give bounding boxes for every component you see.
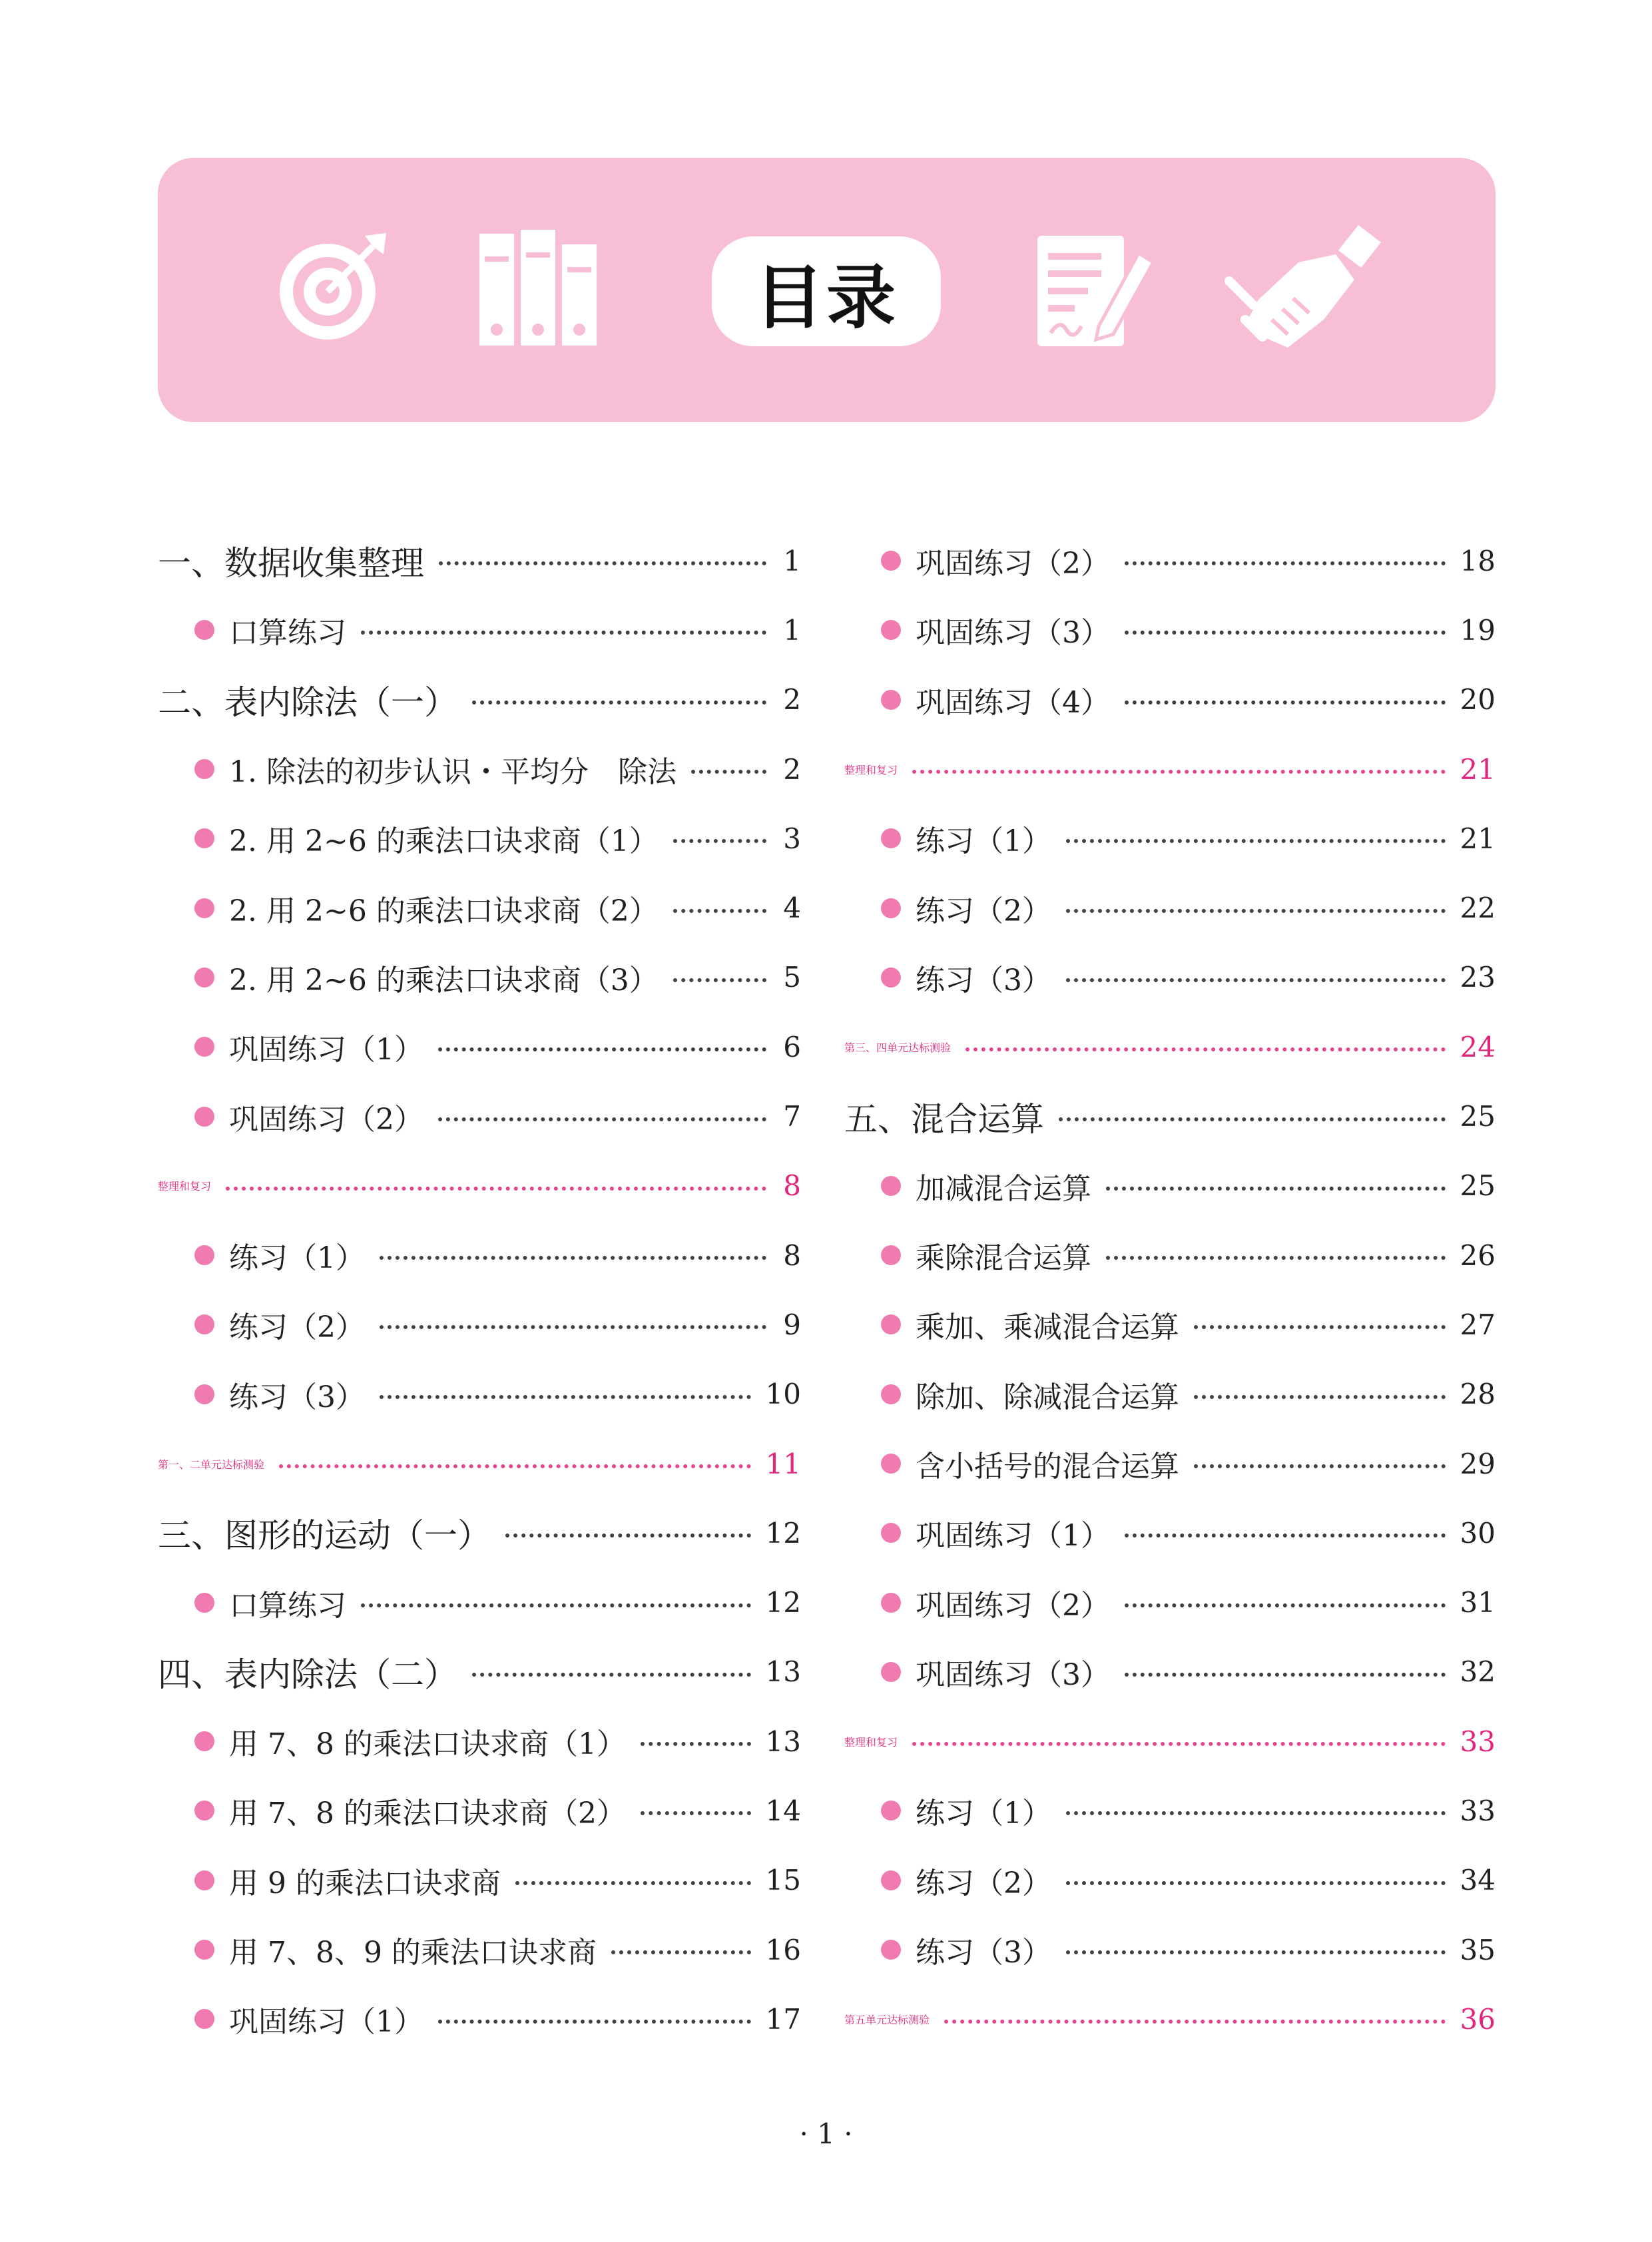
bullet-dot-icon: [194, 1384, 214, 1404]
toc-entry-label: 2. 用 2~6 的乘法口诀求商（1）: [229, 824, 659, 859]
toc-page-number: 10: [765, 1378, 801, 1411]
toc-page-number: 13: [765, 1725, 801, 1758]
toc-entry-label: 口算练习: [229, 1588, 346, 1623]
dot-leader: [439, 561, 766, 565]
dot-leader: [226, 1187, 766, 1191]
toc-page-number: 15: [765, 1864, 801, 1897]
toc-entry[interactable]: [844, 1567, 1496, 1637]
toc-page-number: 7: [783, 1100, 801, 1133]
toc-page-number: 6: [783, 1030, 801, 1063]
toc-entry[interactable]: [158, 1915, 801, 1984]
dot-leader: [380, 1395, 751, 1399]
toc-page-number: 5: [783, 961, 801, 994]
dot-leader: [1066, 1811, 1446, 1815]
bullet-dot-icon: [194, 1870, 214, 1890]
toc-entry[interactable]: [158, 1081, 801, 1151]
toc-entry[interactable]: [844, 1915, 1496, 1984]
toc-entry[interactable]: [844, 1637, 1496, 1707]
toc-section-heading[interactable]: [158, 1498, 801, 1567]
toc-section-heading[interactable]: [158, 1429, 801, 1498]
toc-page-number: 8: [783, 1239, 801, 1272]
dot-leader: [1066, 839, 1446, 843]
bullet-dot-icon: [881, 690, 901, 710]
toc-entry[interactable]: [158, 804, 801, 873]
dot-leader: [380, 1256, 766, 1260]
bullet-dot-icon: [881, 1384, 901, 1404]
toc-page-number: 1: [783, 613, 801, 647]
dot-leader: [472, 701, 766, 704]
toc-entry-label: 练习（2）: [916, 1866, 1051, 1900]
toc-entry[interactable]: [844, 1290, 1496, 1359]
toc-entry-label: 用 9 的乘法口诀求商: [229, 1866, 501, 1900]
toc-entry-label: 整理和复习: [844, 763, 898, 776]
toc-section-heading[interactable]: [844, 1012, 1496, 1081]
toc-left-column: [158, 526, 801, 2054]
toc-page-number: 26: [1460, 1239, 1496, 1272]
dot-leader: [1066, 978, 1446, 982]
toc-entry[interactable]: [844, 526, 1496, 595]
toc-entry-label: 巩固练习（1）: [229, 1033, 423, 1067]
bullet-dot-icon: [194, 1593, 214, 1613]
dot-leader: [641, 1811, 751, 1815]
toc-entry[interactable]: [158, 1012, 801, 1081]
bullet-dot-icon: [194, 968, 214, 987]
toc-entry-label: 1. 除法的初步认识・平均分 除法: [229, 755, 677, 790]
bullet-dot-icon: [194, 1107, 214, 1127]
dot-leader: [1106, 1187, 1446, 1191]
bullet-dot-icon: [881, 620, 901, 640]
toc-section-heading[interactable]: [844, 734, 1496, 804]
toc-page-number: 31: [1460, 1586, 1496, 1619]
toc-entry[interactable]: [158, 734, 801, 804]
toc-page-number: 20: [1460, 683, 1496, 716]
toc-page-number: 11: [765, 1447, 801, 1480]
toc-entry-label: 练习（1）: [916, 1797, 1051, 1831]
toc-entry[interactable]: [158, 1567, 801, 1637]
toc-entry[interactable]: [844, 1776, 1496, 1845]
bullet-dot-icon: [881, 1454, 901, 1474]
toc-page-number: 23: [1460, 961, 1496, 994]
dot-leader: [1125, 1534, 1446, 1538]
toc-entry-label: 用 7、8、9 的乘法口诀求商: [229, 1936, 597, 1970]
bullet-dot-icon: [881, 968, 901, 987]
target-icon: [273, 226, 393, 346]
toc-page-number: 2: [783, 752, 801, 786]
toc-page-number: 21: [1460, 752, 1496, 786]
dot-leader: [1106, 1256, 1446, 1260]
toc-entry-label: 巩固练习（3）: [916, 616, 1110, 651]
toc-entry-label: 第五单元达标测验: [844, 2013, 930, 2026]
toc-page-number: 3: [783, 822, 801, 855]
toc-page-number: 21: [1460, 822, 1496, 855]
toc-entry-label: 练习（3）: [916, 963, 1051, 997]
dot-leader: [673, 978, 766, 982]
toc-entry-label: 整理和复习: [158, 1180, 212, 1193]
toc-entry[interactable]: [158, 943, 801, 1012]
toc-entry-label: 巩固练习（2）: [916, 1588, 1110, 1623]
toc-entry-label: 2. 用 2~6 的乘法口诀求商（3）: [229, 963, 659, 997]
dot-leader: [361, 631, 766, 635]
bullet-dot-icon: [881, 1523, 901, 1543]
toc-entry-label: 乘除混合运算: [916, 1241, 1091, 1276]
toc-entry[interactable]: [844, 1846, 1496, 1915]
toc-entry-label: 巩固练习（1）: [229, 2005, 423, 2040]
bullet-dot-icon: [194, 828, 214, 848]
toc-entry-label: 巩固练习（3）: [916, 1657, 1110, 1692]
page-number: · 1 ·: [799, 2117, 853, 2150]
bullet-dot-icon: [194, 898, 214, 918]
dot-leader: [965, 1047, 1446, 1051]
handshake-icon: [1219, 220, 1385, 360]
toc-entry-label: 一、数据收集整理: [158, 544, 424, 583]
toc-entry-label: 巩固练习（2）: [916, 547, 1110, 581]
toc-entry[interactable]: [844, 595, 1496, 665]
toc-page-number: 27: [1460, 1308, 1496, 1341]
bullet-dot-icon: [194, 1245, 214, 1265]
dot-leader: [1125, 561, 1446, 565]
toc-page-number: 1: [783, 544, 801, 577]
toc-section-heading[interactable]: [158, 526, 801, 595]
toc-page-number: 18: [1460, 544, 1496, 577]
dot-leader: [1066, 1881, 1446, 1885]
bullet-dot-icon: [881, 1176, 901, 1196]
bullet-dot-icon: [194, 759, 214, 779]
toc-entry-label: 练习（3）: [916, 1936, 1051, 1970]
toc-entry[interactable]: [844, 1498, 1496, 1567]
toc-entry[interactable]: [158, 1846, 801, 1915]
toc-entry-label: 练习（2）: [229, 1310, 365, 1345]
dot-leader: [611, 1950, 751, 1954]
bullet-dot-icon: [881, 1801, 901, 1821]
dot-leader: [673, 909, 766, 913]
toc-page-number: 33: [1460, 1725, 1496, 1758]
toc-section-heading[interactable]: [158, 1637, 801, 1707]
toc-entry[interactable]: [158, 1360, 801, 1429]
bullet-dot-icon: [194, 620, 214, 640]
dot-leader: [673, 839, 766, 843]
toc-entry-label: 四、表内除法（二）: [158, 1655, 457, 1694]
binders-icon: [478, 230, 598, 350]
bullet-dot-icon: [194, 2009, 214, 2029]
toc-section-heading[interactable]: [844, 1984, 1496, 2054]
bullet-dot-icon: [194, 1037, 214, 1057]
toc-entry-label: 乘加、乘减混合运算: [916, 1310, 1179, 1345]
toc-page-number: 25: [1460, 1100, 1496, 1133]
toc-page-number: 2: [783, 683, 801, 716]
dot-leader: [1194, 1325, 1446, 1329]
bullet-dot-icon: [194, 1731, 214, 1751]
dot-leader: [1125, 701, 1446, 704]
toc-page-number: 22: [1460, 892, 1496, 925]
toc-section-heading[interactable]: [158, 1151, 801, 1221]
toc-page-number: 36: [1460, 2002, 1496, 2036]
toc-entry-label: 巩固练习（4）: [916, 685, 1110, 720]
dot-leader: [1194, 1395, 1446, 1399]
toc-entry-label: 练习（3）: [229, 1380, 365, 1414]
toc-page-number: 14: [765, 1794, 801, 1827]
toc-page-number: 17: [765, 2002, 801, 2036]
dot-leader: [1066, 909, 1446, 913]
toc-page-number: 28: [1460, 1378, 1496, 1411]
bullet-dot-icon: [194, 1801, 214, 1821]
bullet-dot-icon: [881, 1593, 901, 1613]
toc-entry-label: 巩固练习（2）: [229, 1102, 423, 1137]
toc-page-number: 33: [1460, 1794, 1496, 1827]
toc-page-number: 34: [1460, 1864, 1496, 1897]
toc-page-number: 32: [1460, 1655, 1496, 1689]
bullet-dot-icon: [881, 1940, 901, 1960]
toc-entry-label: 二、表内除法（一）: [158, 683, 457, 722]
toc-page-number: 13: [765, 1655, 801, 1689]
dot-leader: [1125, 1603, 1446, 1607]
toc-page-number: 30: [1460, 1516, 1496, 1549]
toc-page-number: 12: [765, 1586, 801, 1619]
dot-leader: [380, 1325, 766, 1329]
toc-entry-label: 除加、除减混合运算: [916, 1380, 1179, 1414]
toc-entry-label: 口算练习: [229, 616, 346, 651]
bullet-dot-icon: [881, 898, 901, 918]
toc-page-number: 8: [783, 1169, 801, 1203]
toc-entry[interactable]: [844, 1221, 1496, 1290]
toc-entry[interactable]: [158, 873, 801, 942]
toc-page-number: 29: [1460, 1447, 1496, 1480]
dot-leader: [438, 2020, 751, 2024]
dot-leader: [438, 1047, 766, 1051]
toc-section-heading[interactable]: [158, 665, 801, 734]
toc-page-number: 24: [1460, 1030, 1496, 1063]
toc-page-number: 4: [783, 892, 801, 925]
toc-entry[interactable]: [158, 1776, 801, 1845]
dot-leader: [1066, 1950, 1446, 1954]
bullet-dot-icon: [881, 1245, 901, 1265]
dot-leader: [515, 1881, 751, 1885]
toc-entry[interactable]: [844, 665, 1496, 734]
dot-leader: [505, 1534, 751, 1538]
toc-entry-label: 含小括号的混合运算: [916, 1450, 1179, 1484]
toc-entry[interactable]: [844, 943, 1496, 1012]
toc-entry[interactable]: [158, 1707, 801, 1776]
bullet-dot-icon: [881, 1870, 901, 1890]
toc-entry-label: 练习（2）: [916, 894, 1051, 928]
toc-entry-label: 练习（1）: [229, 1241, 365, 1276]
toc-entry[interactable]: [158, 1221, 801, 1290]
toc-entry[interactable]: [844, 1429, 1496, 1498]
toc-section-heading[interactable]: [844, 1707, 1496, 1776]
dot-leader: [912, 1742, 1446, 1746]
dot-leader: [1125, 1673, 1446, 1677]
toc-page-number: 9: [783, 1308, 801, 1341]
toc-entry-label: 三、图形的运动（一）: [158, 1516, 491, 1555]
toc-page-number: 16: [765, 1933, 801, 1966]
toc-entry-label: 用 7、8 的乘法口诀求商（1）: [229, 1727, 626, 1762]
dot-leader: [691, 770, 766, 774]
bullet-dot-icon: [194, 1314, 214, 1334]
toc-section-heading[interactable]: [844, 1081, 1496, 1151]
toc-entry[interactable]: [844, 873, 1496, 942]
page-title: 目录: [712, 236, 941, 346]
toc-entry-label: 2. 用 2~6 的乘法口诀求商（2）: [229, 894, 659, 928]
toc-page-number: 25: [1460, 1169, 1496, 1203]
bullet-dot-icon: [881, 828, 901, 848]
dot-leader: [472, 1673, 751, 1677]
toc-entry[interactable]: [158, 1290, 801, 1359]
dot-leader: [1194, 1464, 1446, 1468]
dot-leader: [1125, 631, 1446, 635]
dot-leader: [438, 1117, 766, 1121]
bullet-dot-icon: [881, 551, 901, 571]
toc-entry[interactable]: [844, 1360, 1496, 1429]
dot-leader: [641, 1742, 751, 1746]
bullet-dot-icon: [194, 1940, 214, 1960]
dot-leader: [361, 1603, 751, 1607]
toc-page-number: 19: [1460, 613, 1496, 647]
toc-entry-label: 第三、四单元达标测验: [844, 1041, 952, 1054]
toc-entry[interactable]: [158, 595, 801, 665]
toc-entry[interactable]: [844, 804, 1496, 873]
dot-leader: [912, 770, 1446, 774]
dot-leader: [944, 2020, 1446, 2024]
dot-leader: [1059, 1117, 1446, 1121]
toc-right-column: [844, 526, 1496, 2054]
toc-entry-label: 加减混合运算: [916, 1171, 1091, 1206]
toc-page-number: 12: [765, 1516, 801, 1549]
notepad-pen-icon: [1032, 226, 1159, 353]
bullet-dot-icon: [881, 1662, 901, 1682]
bullet-dot-icon: [881, 1314, 901, 1334]
dot-leader: [279, 1464, 751, 1468]
toc-entry-label: 整理和复习: [844, 1735, 898, 1749]
toc-entry-label: 用 7、8 的乘法口诀求商（2）: [229, 1797, 626, 1831]
toc-entry-label: 练习（1）: [916, 824, 1051, 859]
toc-entry-label: 第一、二单元达标测验: [158, 1458, 265, 1471]
toc-entry[interactable]: [158, 1984, 801, 2054]
toc-entry[interactable]: [844, 1151, 1496, 1221]
toc-entry-label: 五、混合运算: [844, 1099, 1044, 1139]
toc-page-number: 35: [1460, 1933, 1496, 1966]
toc-entry-label: 巩固练习（1）: [916, 1519, 1110, 1553]
